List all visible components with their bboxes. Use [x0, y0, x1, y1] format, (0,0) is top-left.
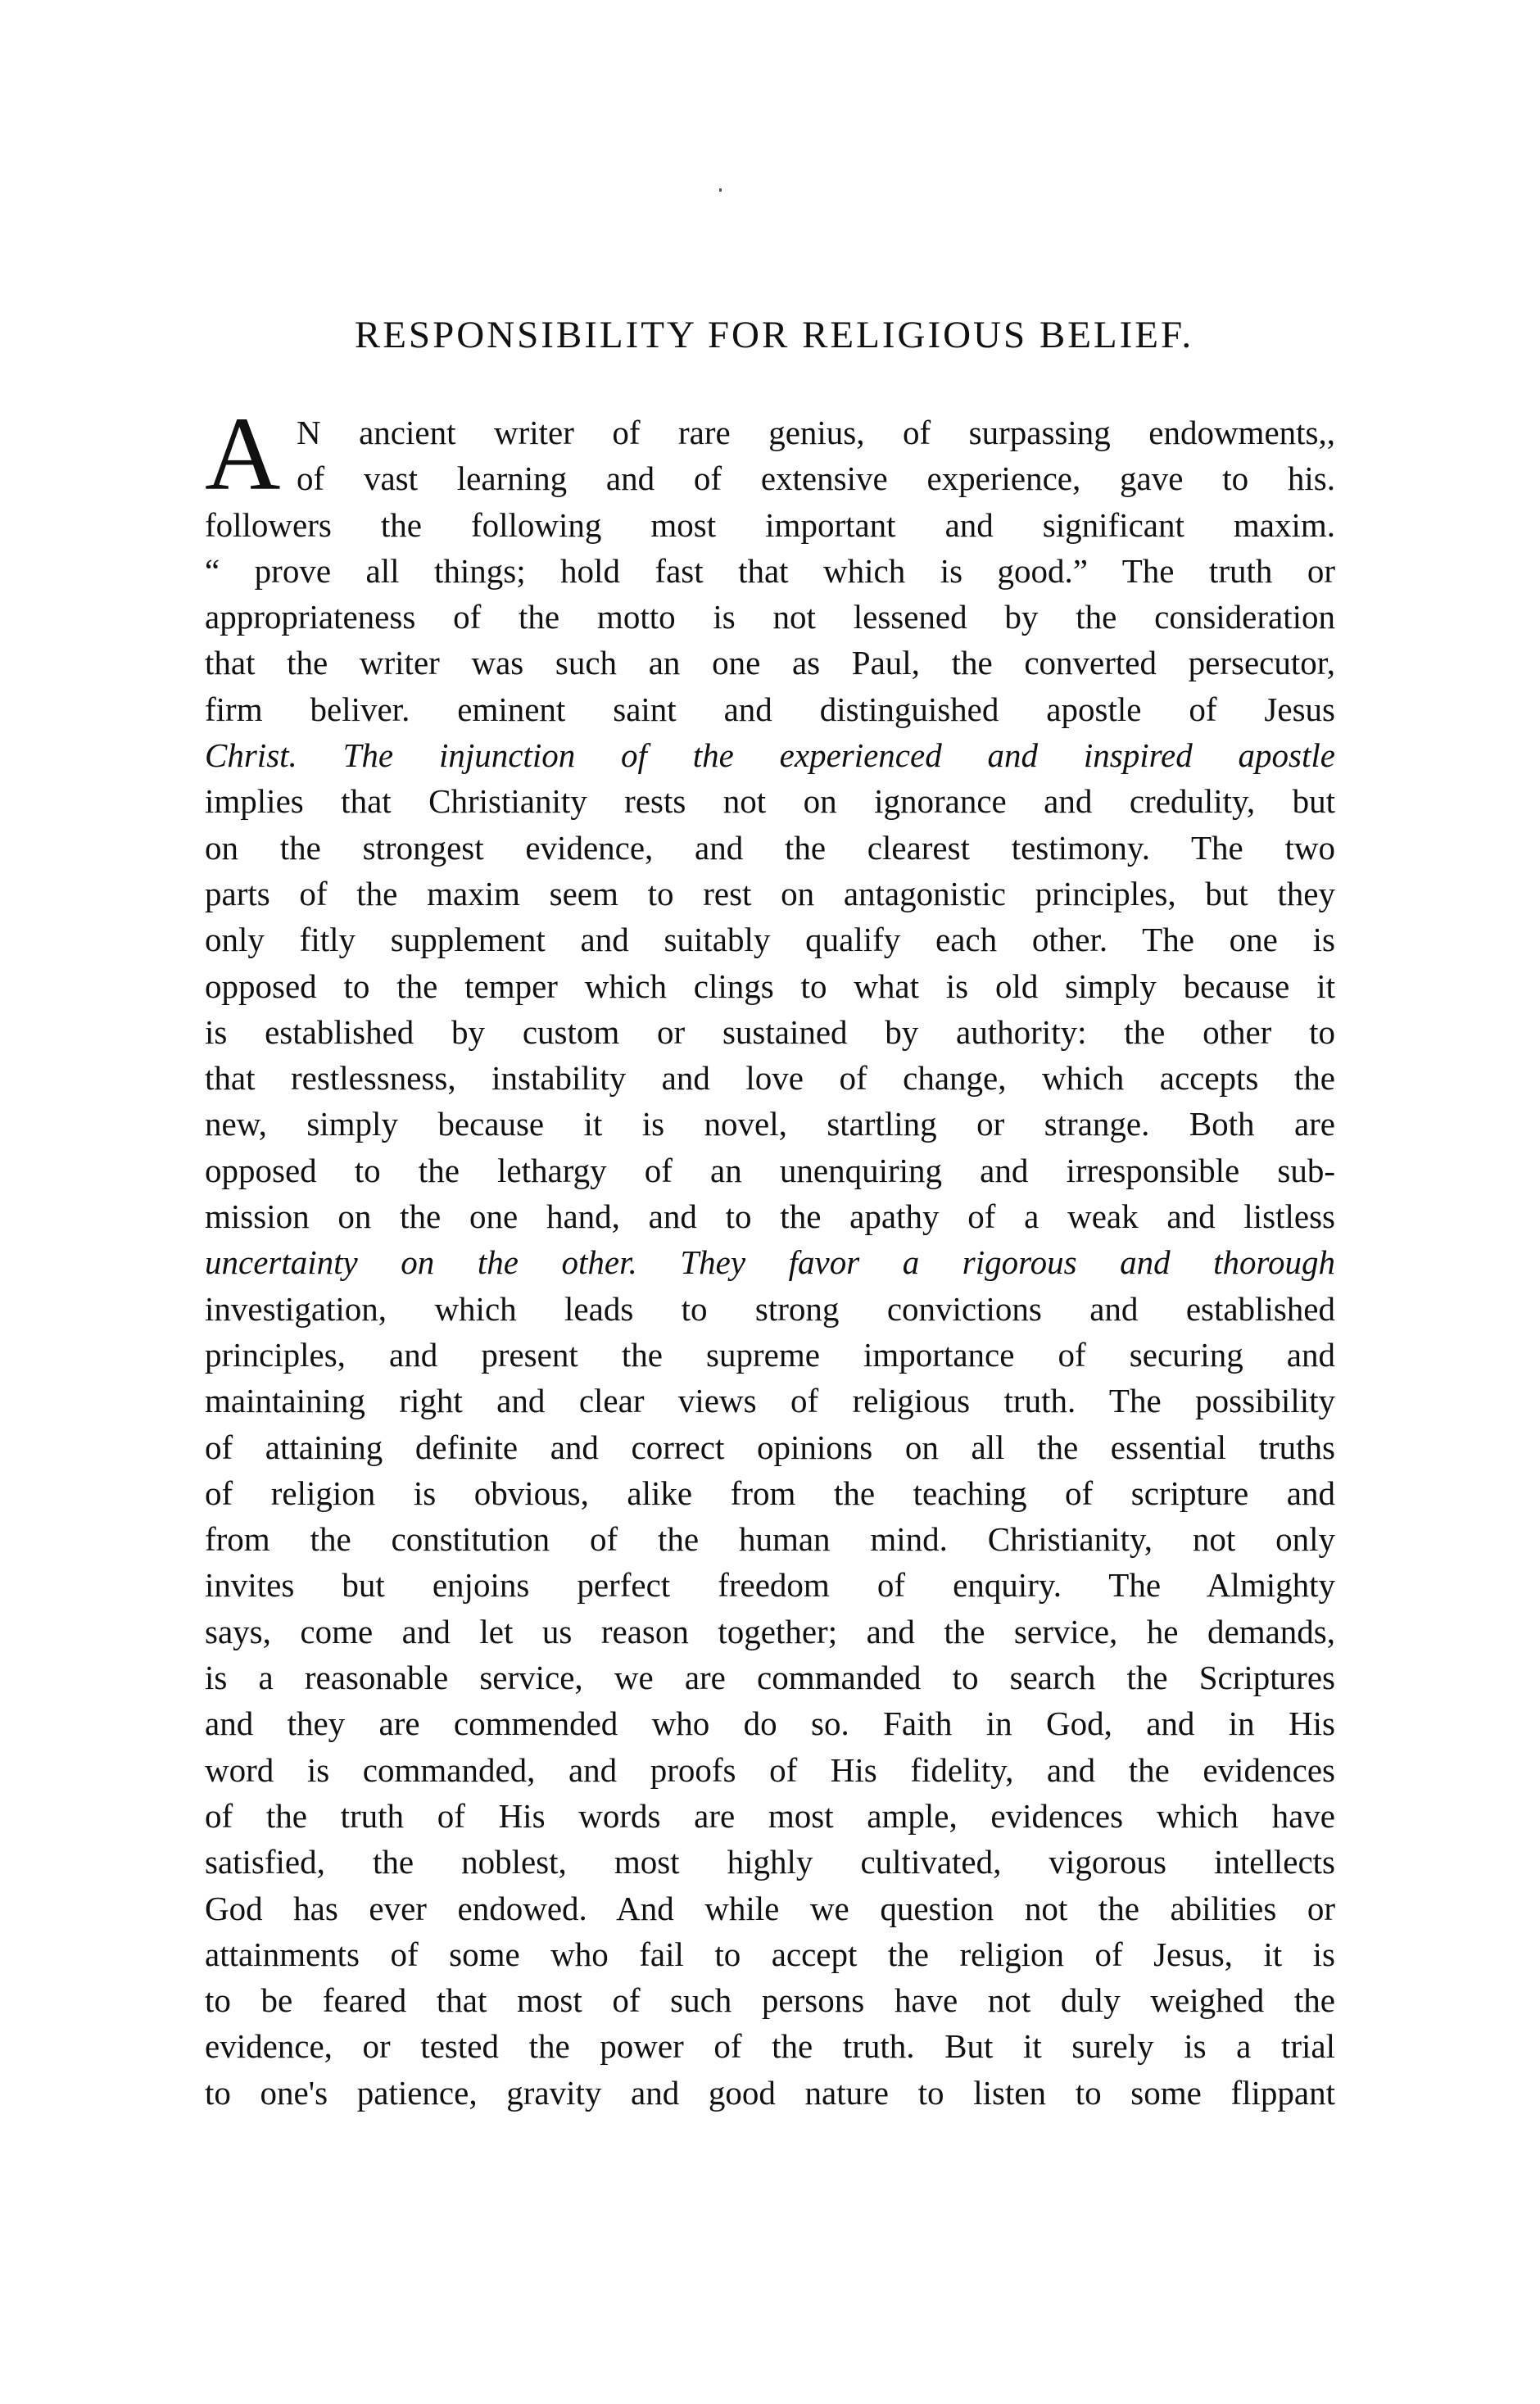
text-line: is established by custom or sustained by authority: the other to [205, 1012, 1335, 1051]
drop-cap: A [205, 396, 281, 512]
text-line: uncertainty on the other. They favor a rigorous and thorough [205, 1243, 1335, 1282]
text-line: “ prove all things; hold fast that which is good.” The truth or [205, 551, 1335, 590]
text-line: attainments of some who fail to accept the religion of Jesus, it is [205, 1935, 1335, 1973]
print-speck [719, 188, 722, 192]
page-title: RESPONSIBILITY FOR RELIGIOUS BELIEF. [354, 314, 1194, 356]
text-line: that restlessness, instability and love of change, which accepts the [205, 1059, 1335, 1098]
text-line: parts of the maxim seem to rest on antagonistic principles, but they [205, 874, 1335, 912]
text-line: evidence, or tested the power of the truth. But it surely is a trial [205, 2027, 1335, 2066]
text-line: and they are commended who do so. Faith in God, and in His [205, 1705, 1335, 1743]
text-line: new, simply because it is novel, startling or strange. Both are [205, 1105, 1335, 1143]
text-line: investigation, which leads to strong convictions and established [205, 1289, 1335, 1328]
text-line: only fitly supplement and suitably qualify each other. The one is [205, 921, 1335, 959]
text-line: of attaining definite and correct opinions on all the essential truths [205, 1428, 1335, 1466]
text-line: says, come and let us reason together; and the service, he demands, [205, 1612, 1335, 1650]
text-line: word is commanded, and proofs of His fidelity, and the evidences [205, 1750, 1335, 1789]
text-line: maintaining right and clear views of religious truth. The possibility [205, 1382, 1335, 1420]
text-line: to be feared that most of such persons have not duly weighed the [205, 1981, 1335, 2020]
text-line: is a reasonable service, we are commanded to search the Scriptures [205, 1659, 1335, 1697]
text-line: mission on the one hand, and to the apathy of a weak and listless [205, 1197, 1335, 1236]
text-line: from the constitution of the human mind. Christianity, not only [205, 1520, 1335, 1559]
text-line: opposed to the temper which clings to what is old simply because it [205, 967, 1335, 1005]
text-line: Christ. The injunction of the experienced and inspired apostle [205, 736, 1335, 775]
text-line: to one's patience, gravity and good nature to listen to some flippant [205, 2073, 1335, 2112]
text-line: satisfied, the noblest, most highly cultivated, vigorous intellects [205, 1843, 1335, 1881]
text-line: principles, and present the supreme importance of securing and [205, 1335, 1335, 1374]
text-line: implies that Christianity rests not on ignorance and credulity, but [205, 782, 1335, 821]
text-line: of the truth of His words are most ample, evidences which have [205, 1796, 1335, 1835]
text-line: opposed to the lethargy of an unenquiring and irresponsible sub- [205, 1151, 1335, 1189]
text-line: followers the following most important and significant maxim. [205, 505, 1335, 544]
text-line: on the strongest evidence, and the clearest testimony. The two [205, 828, 1335, 867]
text-line: N ancient writer of rare genius, of surpassing endowments,, [297, 414, 1335, 451]
text-line: firm beliver. eminent saint and distinguished apostle of Jesus [205, 690, 1335, 728]
text-line: appropriateness of the motto is not lessened by the consideration [205, 598, 1335, 636]
body-text [205, 410, 1335, 2116]
text-line: that the writer was such an one as Paul, the converted persecutor, [205, 644, 1335, 682]
text-line: God has ever endowed. And while we question not the abilities or [205, 1889, 1335, 1927]
text-line: invites but enjoins perfect freedom of enquiry. The Almighty [205, 1566, 1335, 1605]
text-line: of religion is obvious, alike from the teaching of scripture and [205, 1474, 1335, 1512]
text-line: of vast learning and of extensive experience, gave to his. [297, 460, 1335, 498]
